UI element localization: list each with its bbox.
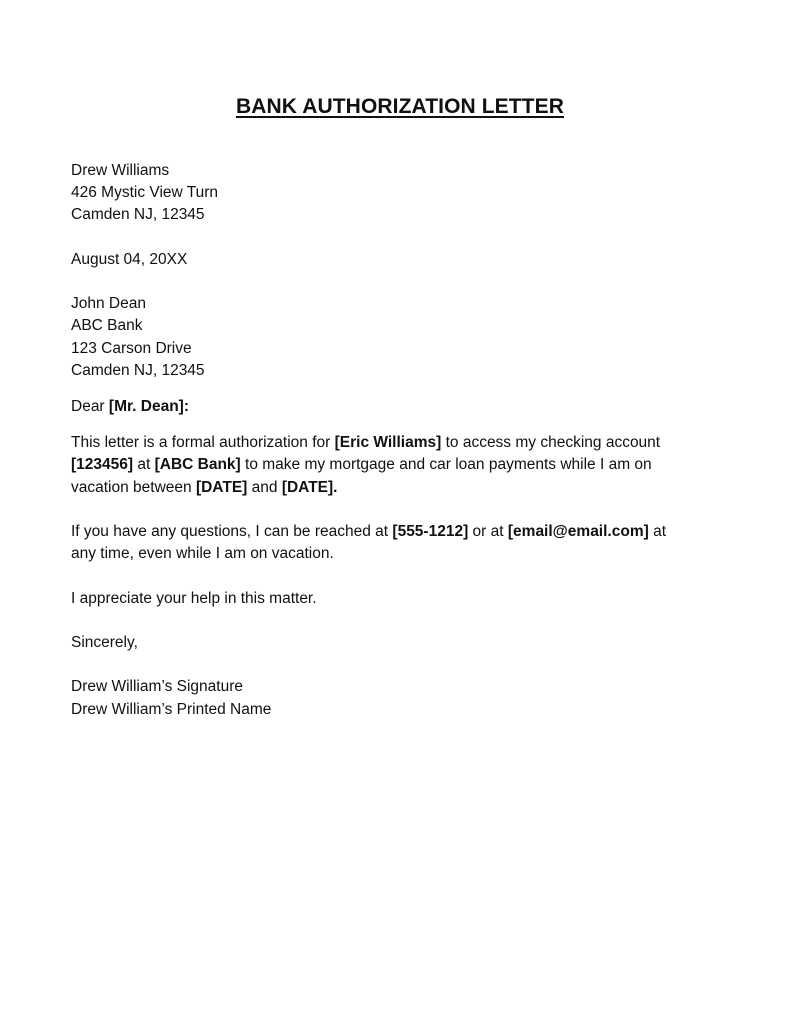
authorization-paragraph: [71, 432, 731, 499]
recipient-street: 123 Carson Drive: [71, 339, 192, 357]
sender-street: 426 Mystic View Turn: [71, 184, 219, 202]
letter-title: BANK AUTHORIZATION LETTER: [236, 95, 564, 118]
p2-text-2: or at: [468, 523, 508, 540]
salutation-prefix: Dear: [71, 398, 109, 415]
start-date: [DATE]: [195, 478, 248, 496]
recipient-name: John Dean: [71, 295, 146, 313]
authorized-person: [Eric Williams]: [334, 434, 442, 452]
salutation: [71, 396, 731, 418]
letter-body: [71, 160, 731, 721]
p1-text-3: at: [133, 456, 155, 474]
phone-number: [555-1212]: [392, 523, 469, 540]
p2-text-3: at: [648, 523, 666, 540]
recipient-city: Camden NJ, 12345: [71, 361, 205, 379]
email-address: [email@email.com]: [507, 523, 649, 540]
p2-text-1: If you have any questions, I can be reached at: [71, 523, 393, 540]
p1-text-6: and: [247, 478, 282, 496]
appreciation-paragraph: I appreciate your help in this matter.: [71, 589, 317, 607]
end-date: [DATE].: [281, 478, 338, 496]
letter-date: August 04, 20XX: [71, 250, 188, 268]
p1-text-1: This letter is a formal authorization for: [71, 434, 335, 452]
printed-name-line: Drew William’s Printed Name: [71, 700, 272, 718]
p1-text-5: vacation between: [71, 478, 196, 496]
sender-name: Drew Williams: [71, 162, 170, 179]
signature-line: Drew William’s Signature: [71, 678, 243, 696]
sender-city: Camden NJ, 12345: [71, 206, 205, 224]
recipient-bank: ABC Bank: [71, 317, 143, 335]
p2-text-4: any time, even while I am on vacation.: [71, 545, 334, 563]
salutation-name: [Mr. Dean]:: [108, 398, 189, 415]
contact-paragraph: [71, 521, 731, 565]
account-number: [123456]: [71, 456, 134, 474]
p1-text-2: to access my checking account: [441, 434, 661, 452]
p1-text-4: to make my mortgage and car loan payments while I am on: [240, 456, 652, 474]
bank-name: [ABC Bank]: [154, 456, 241, 474]
recipient-block: [71, 293, 731, 382]
sender-block: [71, 160, 731, 227]
closing: Sincerely,: [71, 633, 138, 651]
